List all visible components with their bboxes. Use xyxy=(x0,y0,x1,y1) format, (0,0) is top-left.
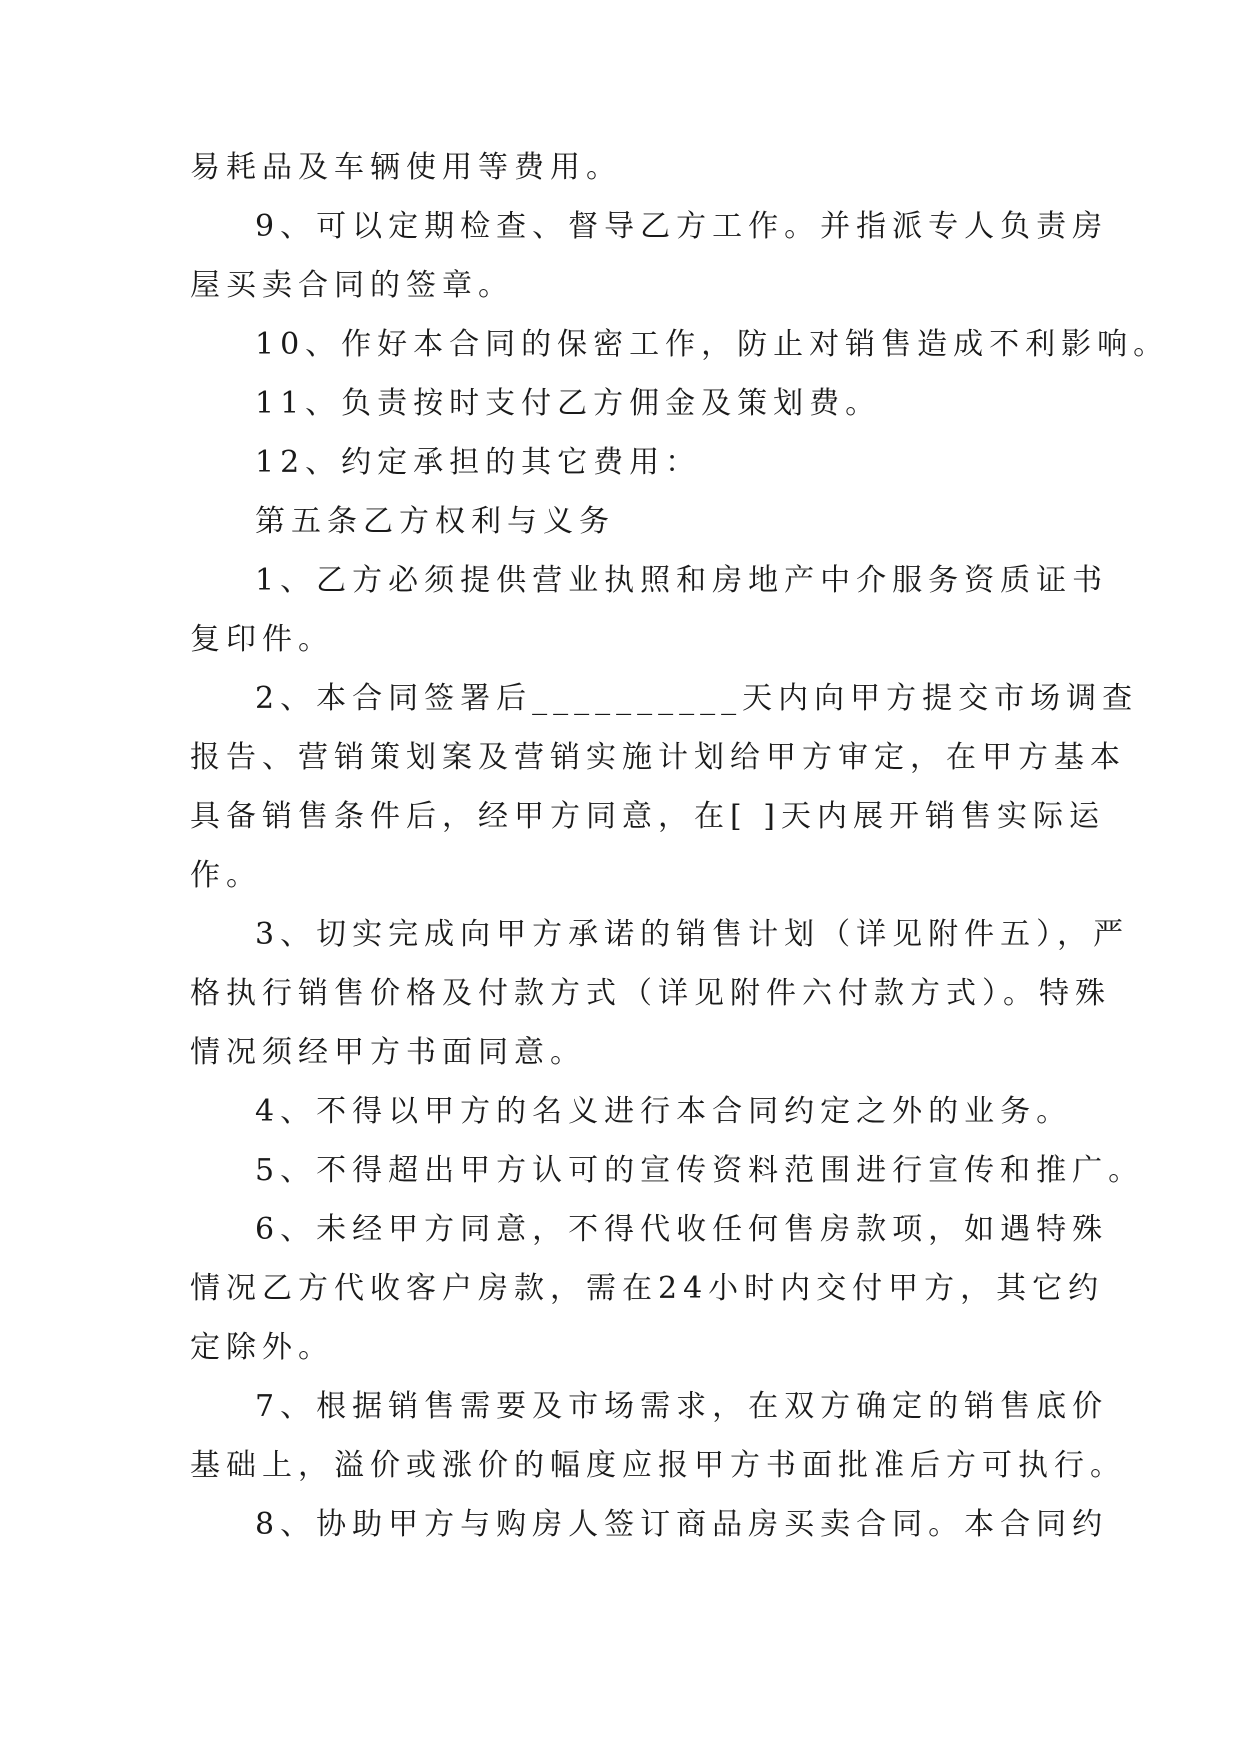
text-line: 11、负责按时支付乙方佣金及策划费。 xyxy=(255,386,882,421)
text-line: 易耗品及车辆使用等费用。 xyxy=(190,150,622,185)
text-line: 5、不得超出甲方认可的宣传资料范围进行宣传和推广。 xyxy=(255,1153,1145,1188)
text-line: 4、不得以甲方的名义进行本合同约定之外的业务。 xyxy=(255,1094,1073,1129)
text-line: 12、约定承担的其它费用： xyxy=(255,445,702,480)
text-line: 1、乙方必须提供营业执照和房地产中介服务资质证书 xyxy=(255,563,1109,598)
text-line: 8、协助甲方与购房人签订商品房买卖合同。本合同约 xyxy=(255,1507,1109,1542)
text-line: 7、根据销售需要及市场需求，在双方确定的销售底价 xyxy=(255,1389,1109,1424)
text-line: 3、切实完成向甲方承诺的销售计划（详见附件五），严 xyxy=(255,917,1130,952)
text-line: 10、作好本合同的保密工作，防止对销售造成不利影响。 xyxy=(255,327,1170,362)
text-line: 报告、营销策划案及营销实施计划给甲方审定，在甲方基本 xyxy=(190,740,1126,775)
text-line: 2、本合同签署后__________天内向甲方提交市场调查 xyxy=(255,681,1139,716)
text-line: 屋买卖合同的签章。 xyxy=(190,268,514,303)
text-line: 格执行销售价格及付款方式（详见附件六付款方式）。特殊 xyxy=(190,976,1111,1011)
text-line: 具备销售条件后，经甲方同意，在[ ]天内展开销售实际运 xyxy=(190,799,1105,834)
text-line: 作。 xyxy=(190,858,262,893)
text-line: 定除外。 xyxy=(190,1330,334,1365)
section-heading: 第五条乙方权利与义务 xyxy=(255,504,615,539)
text-line: 基础上，溢价或涨价的幅度应报甲方书面批准后方可执行。 xyxy=(190,1448,1126,1483)
text-line: 情况须经甲方书面同意。 xyxy=(190,1035,586,1070)
text-line: 情况乙方代收客户房款，需在24小时内交付甲方，其它约 xyxy=(190,1271,1105,1306)
text-line: 6、未经甲方同意，不得代收任何售房款项，如遇特殊 xyxy=(255,1212,1109,1247)
text-line: 9、可以定期检查、督导乙方工作。并指派专人负责房 xyxy=(255,209,1109,244)
text-line: 复印件。 xyxy=(190,622,334,657)
